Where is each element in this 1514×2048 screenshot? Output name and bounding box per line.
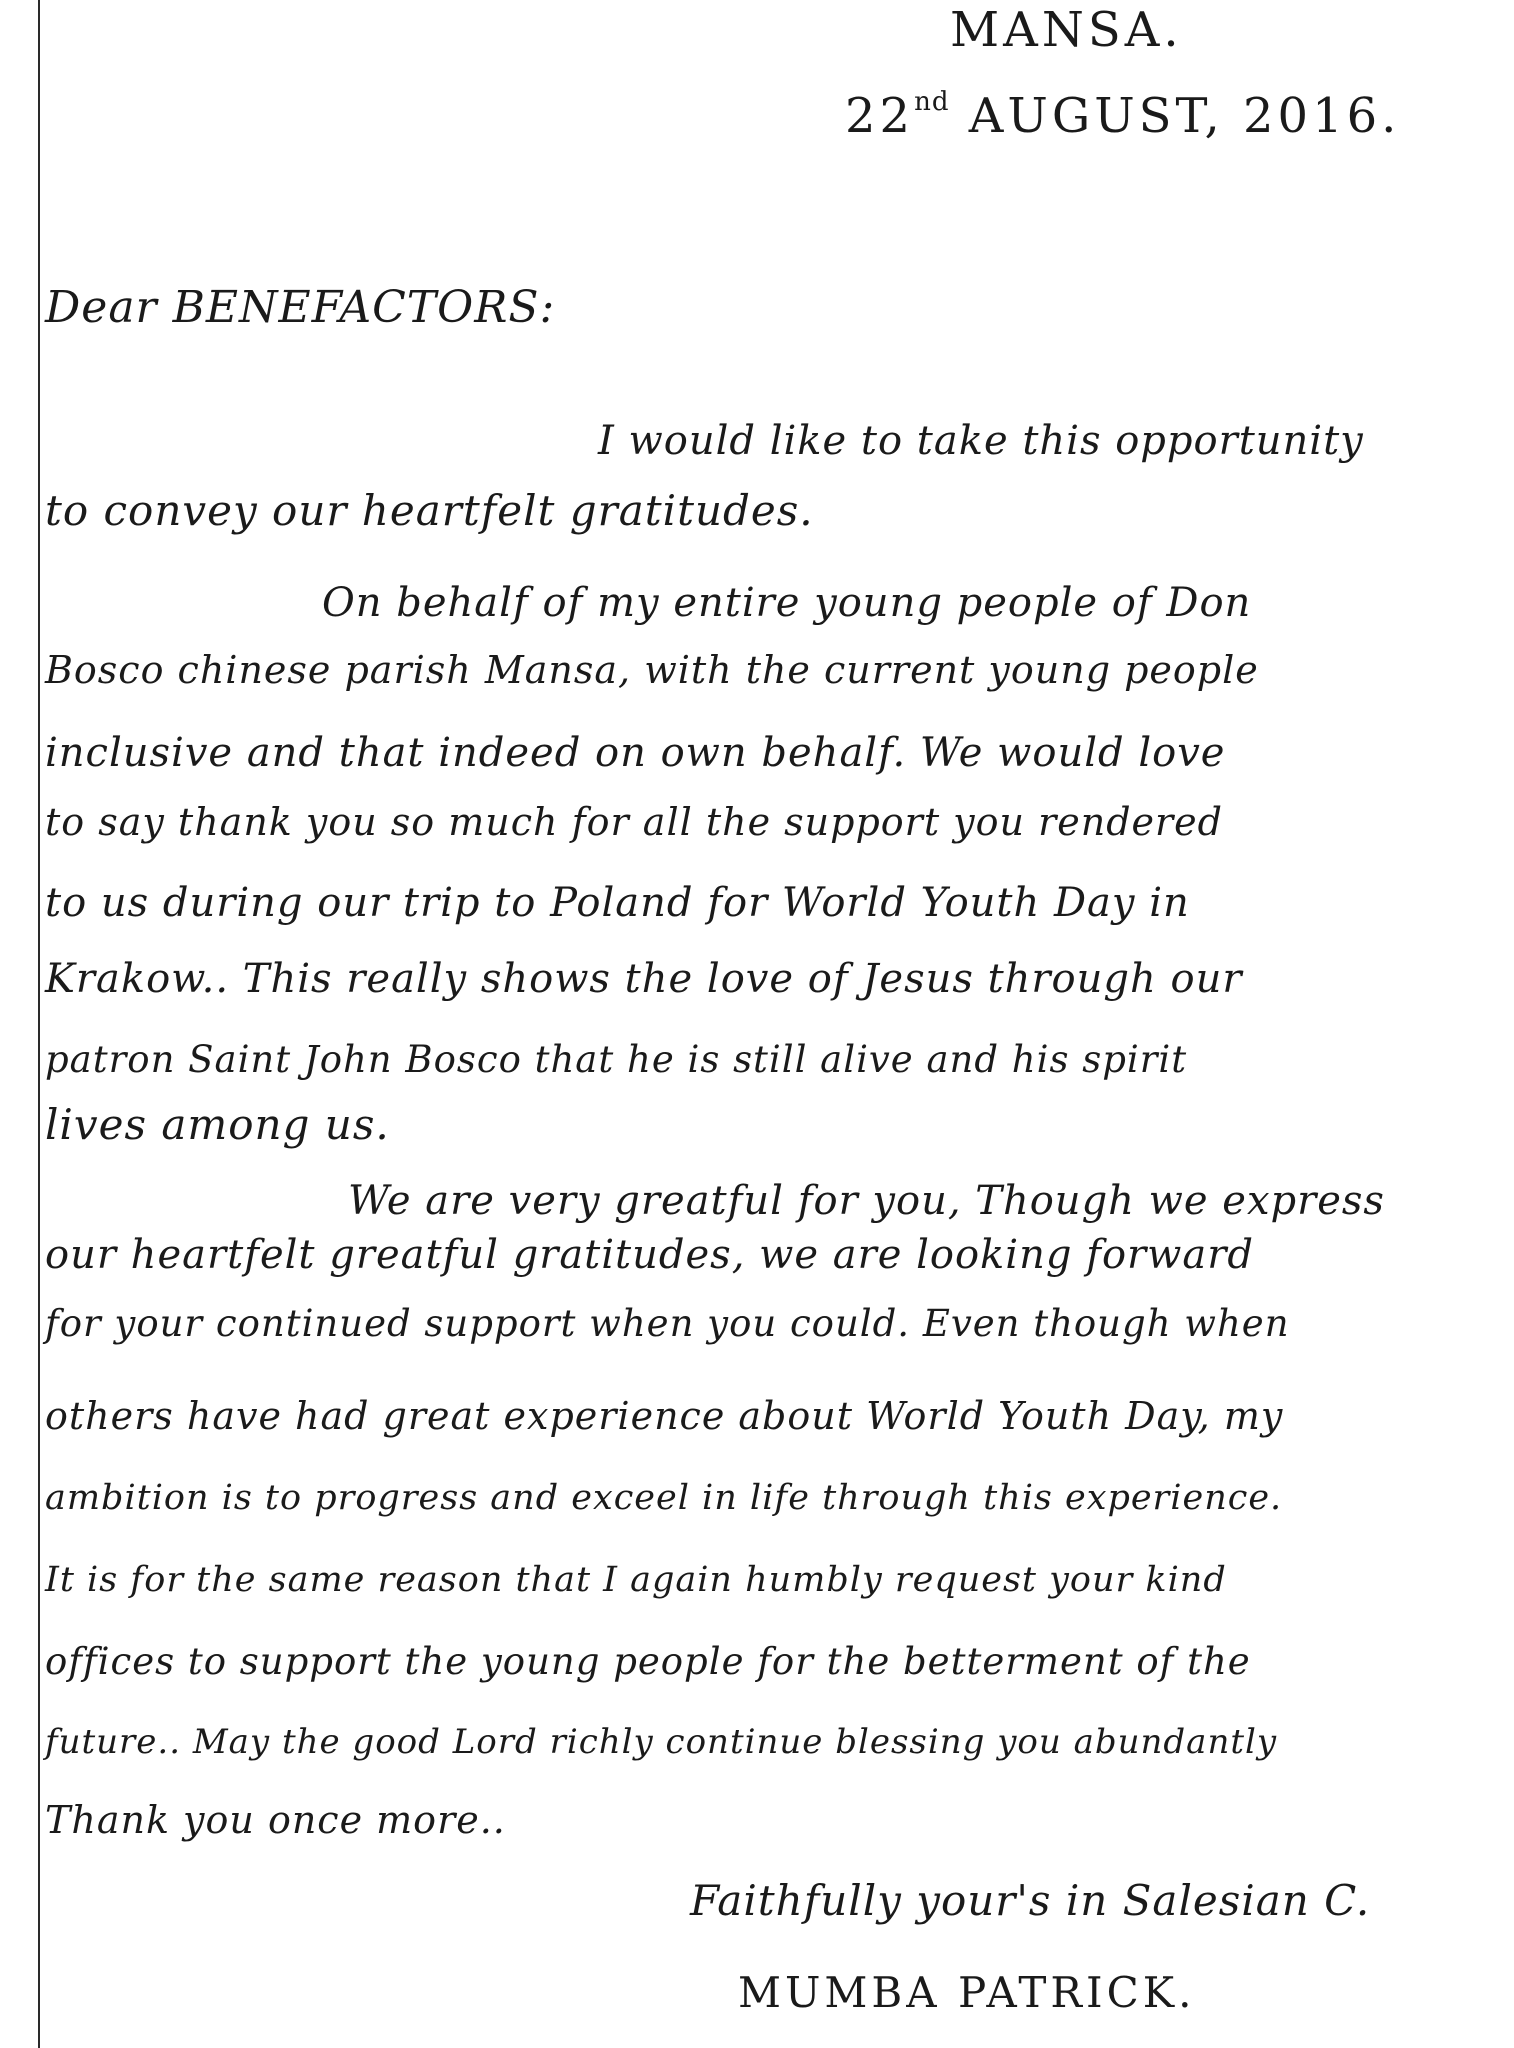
letter-place: MANSA.	[950, 2, 1183, 58]
letter-date	[845, 88, 1400, 144]
signature: MUMBA PATRICK.	[738, 1968, 1196, 2017]
body-line: We are very greatful for you, Though we express	[348, 1178, 1385, 1224]
body-line: ambition is to progress and exceel in life through this experience.	[45, 1478, 1283, 1518]
body-line: to say thank you so much for all the support you rendered	[45, 800, 1223, 844]
closing: Faithfully your's in Salesian C.	[690, 1876, 1371, 1925]
body-line: On behalf of my entire young people of Don	[322, 580, 1252, 626]
body-line: Bosco chinese parish Mansa, with the current young people	[45, 648, 1259, 692]
date-rest: AUGUST, 2016.	[968, 88, 1401, 144]
body-line: I would like to take this opportunity	[598, 418, 1364, 464]
body-line: Krakow.. This really shows the love of Jesus through our	[45, 956, 1243, 1002]
body-line: to convey our heartfelt gratitudes.	[45, 486, 814, 535]
body-line: patron Saint John Bosco that he is still alive and his spirit	[45, 1038, 1188, 1081]
body-line: our heartfelt greatful gratitudes, we are looking forward	[45, 1232, 1254, 1278]
body-line: offices to support the young people for the betterment of the	[45, 1640, 1251, 1683]
body-line: for your continued support when you could. Even though when	[45, 1302, 1290, 1345]
body-line: lives among us.	[45, 1100, 390, 1149]
body-line: to us during our trip to Poland for World Youth Day in	[45, 880, 1190, 926]
date-day: 22	[845, 88, 915, 144]
margin-rule	[38, 0, 40, 2048]
body-line: future.. May the good Lord richly continue blessing you abundantly	[45, 1722, 1278, 1762]
date-suffix: nd	[914, 87, 950, 117]
body-line: It is for the same reason that I again humbly request your kind	[45, 1560, 1227, 1600]
body-line: others have had great experience about World Youth Day, my	[45, 1394, 1284, 1438]
body-line: Thank you once more..	[45, 1798, 506, 1842]
salutation: Dear BENEFACTORS:	[45, 282, 556, 333]
body-line: inclusive and that indeed on own behalf. We would love	[45, 730, 1226, 776]
